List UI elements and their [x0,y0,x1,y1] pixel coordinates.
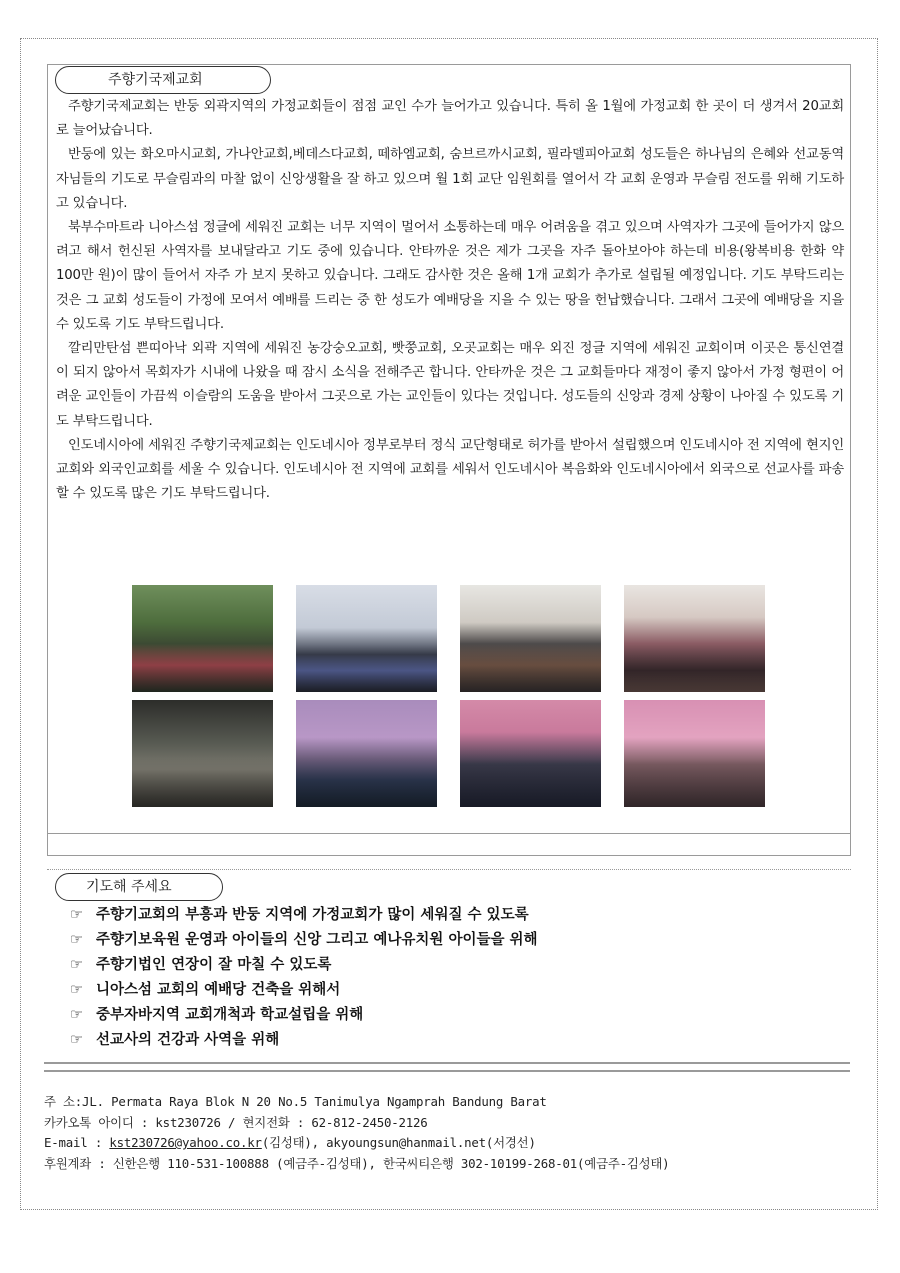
paragraph: 인도네시아에 세워진 주향기국제교회는 인도네시아 정부로부터 정식 교단형태로 허가를 받아서 설립했으며 인도네시아 전 지역에 현지인교회와 외국인교회를 세울 수 있습니다. 인도네시아 전 지역에 교회를 세워서 인도네시아 복음화와 인도네시아에서 외국으로 선교사를 파송할 수 있도록 많은 기도 부탁드립니다. [56,437,844,502]
pointing-hand-icon: ☞ [70,1032,83,1048]
photo-worship-stage [296,585,437,692]
email-label: E-mail : [44,1135,110,1150]
prayer-item-text: 중부자바지역 교회개척과 학교설립을 위해 [96,1007,364,1023]
photo-pink-church-group [624,700,765,807]
prayer-item-text: 주향기법인 연장이 잘 마칠 수 있도록 [96,957,332,973]
pointing-hand-icon: ☞ [70,1007,83,1023]
church-report-text [56,95,844,506]
photo-jungle-church [132,700,273,807]
contact-footer [44,1092,850,1174]
prayer-item [70,928,538,953]
prayer-item [70,978,538,1003]
pointing-hand-icon: ☞ [70,982,83,998]
pointing-hand-icon: ☞ [70,907,83,923]
prayer-item [70,1028,538,1053]
prayer-item-text: 주향기보육원 운영과 아이들의 신앙 그리고 예나유치원 아이들을 위해 [96,932,538,948]
prayer-item [70,953,538,978]
photo-group-hall [624,585,765,692]
photo-gallery [132,585,766,807]
photo-purple-church-service [296,700,437,807]
paragraph: 반둥에 있는 화오마시교회, 가나안교회,베데스다교회, 떼하엠교회, 숨브르까시교회, 필라델피아교회 성도들은 하나님의 은혜와 선교동역자님들의 기도로 무슬림과의 마찰 없이 신앙생활을 잘 하고 있으며 월 1회 교단 임원회를 열어서 각 교회 운영과 무슬림 전도를 위해 기도하고 있습니다. [56,147,844,211]
prayer-item [70,903,538,928]
box-divider [48,833,850,834]
prayer-item-text: 니아스섬 교회의 예배당 건축을 위해서 [96,982,341,998]
photo-group-house [460,585,601,692]
email-secondary: akyoungsun@hanmail.net(서경선) [326,1135,536,1150]
paragraph: 깔리만탄섬 쁜띠아낙 외곽 지역에 세워진 농강숭오교회, 빳쭝교회, 오곳교회는 매우 외진 정글 지역에 세워진 교회이며 이곳은 통신연결이 되지 않아서 목회자가 시내에 나왔을 때 잠시 소식을 전해주곤 합니다. 안타까운 것은 그 교회들마다 재정이 좋지 않아서 가정 형편이 어려운 교인들이 가끔씩 이슬람의 도움을 받아서 그곳으로 가는 교인들이 있다는 것입니다. 성도들의 신앙과 경제 상황이 나아질 수 있도록 기도 부탁드립니다. [56,341,844,429]
email-link[interactable]: kst230726@yahoo.co.kr [109,1135,262,1150]
prayer-item-text: 선교사의 건강과 사역을 위해 [96,1032,280,1048]
paragraph: 주향기국제교회는 반둥 외곽지역의 가정교회들이 점점 교인 수가 늘어가고 있습니다. 특히 올 1월에 가정교회 한 곳이 더 생겨서 20교회로 늘어났습니다. [56,99,844,139]
photo-pink-church-service [460,700,601,807]
pointing-hand-icon: ☞ [70,957,83,973]
bank-account-line: 후원계좌 : 신한은행 110-531-100888 (예금주-김성태), 한국씨티은행 302-10199-268-01(예금주-김성태) [44,1155,670,1171]
pointing-hand-icon: ☞ [70,932,83,948]
prayer-list [70,903,538,1053]
address-line: 주 소:JL. Permata Raya Blok N 20 No.5 Tanimulya Ngamprah Bandung Barat [44,1094,547,1109]
email-owner: (김성태), [261,1135,327,1150]
prayer-item [70,1003,538,1028]
section-title-church: 주향기국제교회 [55,66,271,94]
divider [47,869,851,870]
prayer-item-text: 주향기교회의 부흥과 반둥 지역에 가정교회가 많이 세워질 수 있도록 [96,907,529,923]
kakao-line: 카카오톡 아이디 : kst230726 / 현지전화 : 62-812-2450-2126 [44,1114,428,1130]
section-title-prayer: 기도해 주세요 [55,873,223,901]
email-line [44,1133,850,1154]
photo-congregation-outdoor [132,585,273,692]
footer-rule [44,1062,850,1072]
paragraph: 북부수마트라 니아스섬 정글에 세워진 교회는 너무 지역이 멀어서 소통하는데 매우 어려움을 겪고 있으며 사역자가 그곳에 들어가지 않으려고 해서 헌신된 사역자를 보내달라고 기도 중에 있습니다. 안타까운 것은 제가 그곳을 자주 돌아보아야 하는데 비용(왕복비용 한화 약 100만 원)이 많이 들어서 자주 가 보지 못하고 있습니다. 그래도 감사한 것은 올해 1개 교회가 추가로 설립될 예정입니다. 기도 부탁드리는 것은 그 교회 성도들이 가정에 모여서 예배를 드리는 중 한 성도가 예배당을 지을 수 있는 땅을 헌납했습니다. 그래서 그곳에 예배당을 지을 수 있도록 기도 부탁드립니다. [56,220,844,332]
